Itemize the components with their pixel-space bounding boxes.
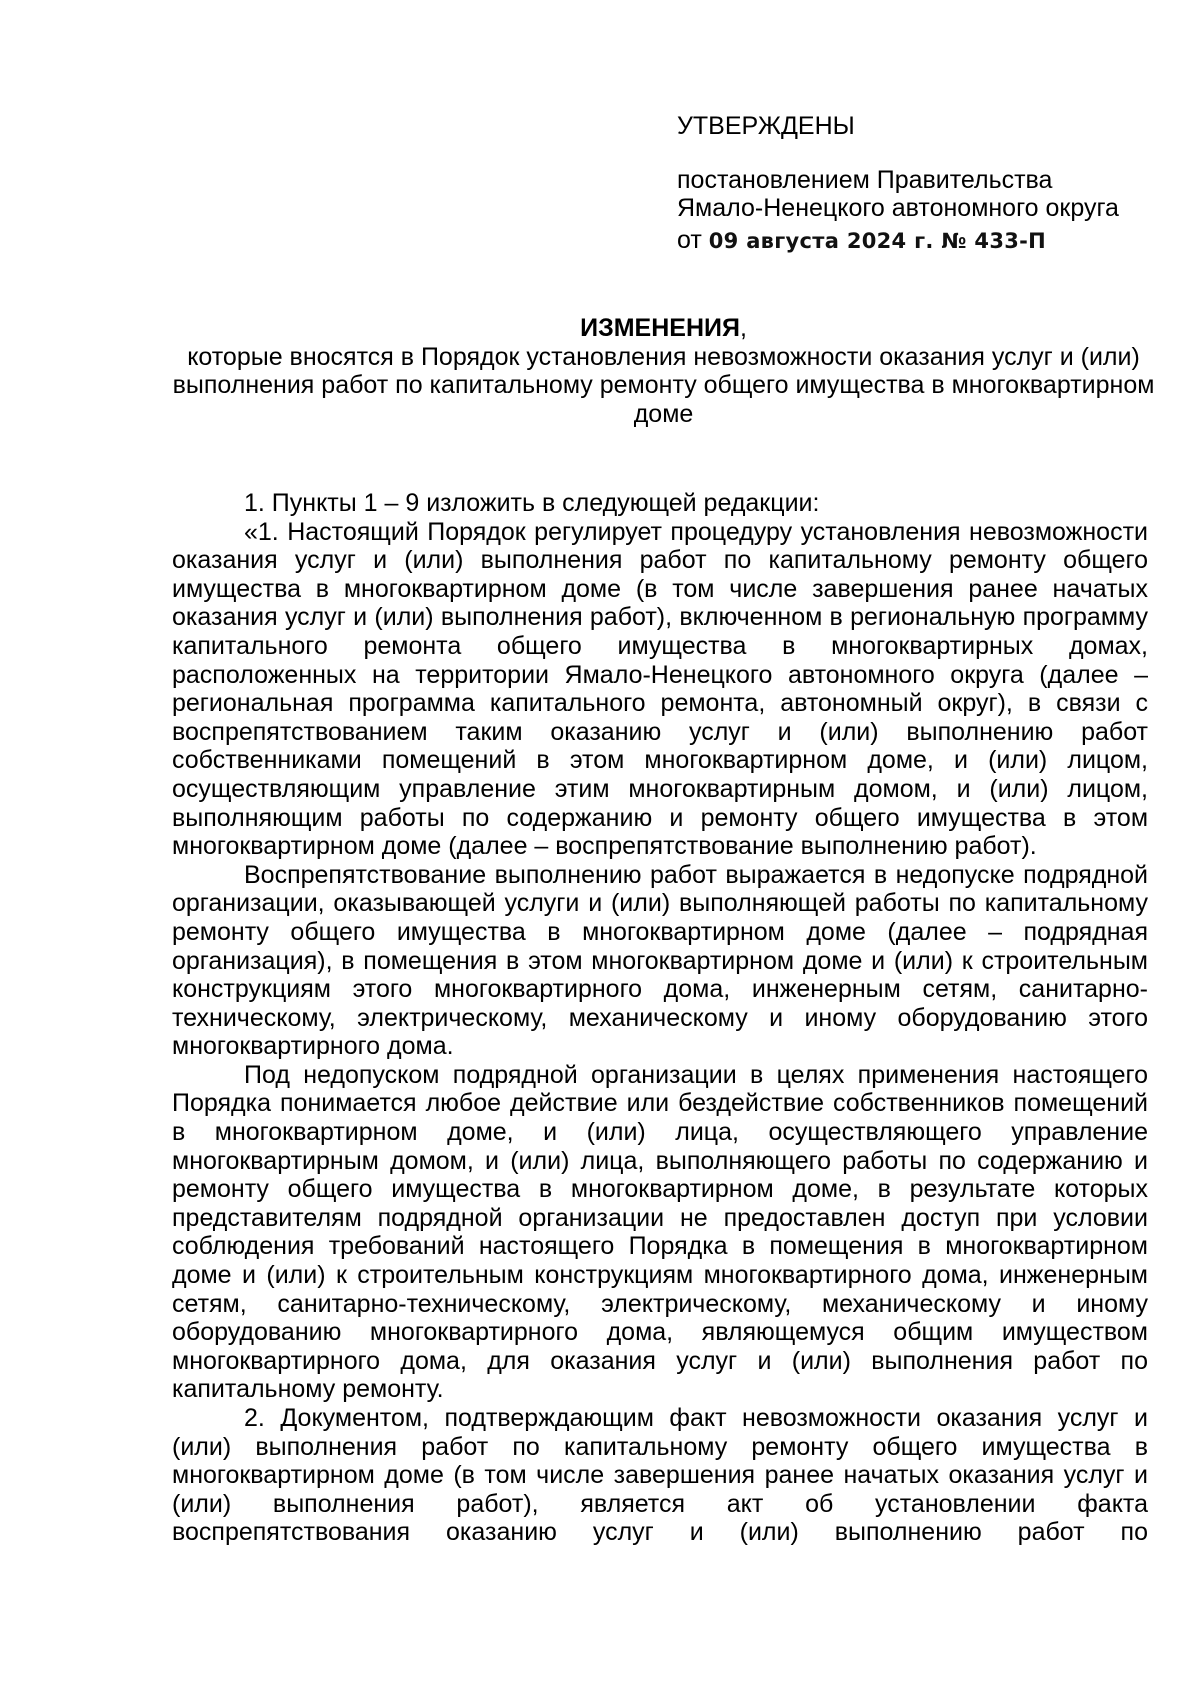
approval-date-prefix: от [677,226,702,254]
approval-line-2: Ямало-Ненецкого автономного округа [677,194,1119,222]
heading-title-suffix: , [739,314,747,342]
paragraph-2: «1. Настоящий Порядок регулирует процедуру установления невозможности оказания услуг и (или) выполнения работ по капитальному ремонту общего имущества в многоквартирном доме (в том числе завершения ранее начатых оказания услуг и (или) выполнения работ), включенном в региональную программу капитального ремонта общего имущества в многоквартирных домах, расположенных на территории Ямало-Ненецкого автономного округа (далее – региональная программа капитального ремонта, автономный округ), в связи с воспрепятствованием таким оказанию услуг и (или) выполнению работ собственниками помещений в этом многоквартирном доме, и (или) лицом, осуществляющим управление этим многоквартирным домом, и (или) лицом, выполняющим работы по содержанию и ремонту общего имущества в этом многоквартирном доме (далее – воспрепятствование выполнению работ). [172,517,1148,861]
paragraph-5: 2. Документом, подтверждающим факт невозможности оказания услуг и (или) выполнения работ по капитальному ремонту общего имущества в многоквартирном доме (в том числе завершения ранее начатых оказания услуг и (или) выполнения работ), является акт об установлении факта воспрепятствования оказанию услуг и (или) выполнению работ по [172,1404,1148,1547]
heading-title: ИЗМЕНЕНИЯ [580,314,740,342]
document-body [172,489,1148,1547]
approval-line-1: постановлением Правительства [677,166,1053,194]
approval-block [677,112,1157,280]
approval-heading: УТВЕРЖДЕНЫ [677,112,855,140]
paragraph-1: 1. Пункты 1 – 9 изложить в следующей редакции: [244,489,820,517]
paragraph-4: Под недопуском подрядной организации в целях применения настоящего Порядка понимается любое действие или бездействие собственников помещений в многоквартирном доме, и (или) лица, осуществляющего управление многоквартирным домом, и (или) лица, выполняющего работы по содержанию и ремонту общего имущества в многоквартирном доме, в результате которых представителям подрядной организации не предоставлен доступ при условии соблюдения требований настоящего Порядка в помещения в многоквартирном доме и (или) к строительным конструкциям многоквартирного дома, инженерным сетям, санитарно-техническому, электрическому, механическому и иному оборудованию многоквартирного дома, являющемуся общим имуществом многоквартирного дома, для оказания услуг и (или) выполнения работ по капитальному ремонту. [172,1060,1148,1404]
paragraph-3: Воспрепятствование выполнению работ выражается в недопуске подрядной организации, оказывающей услуги и (или) выполняющей работы по капитальному ремонту общего имущества в многоквартирном доме (далее – подрядная организация), в помещения в этом многоквартирном доме и (или) к строительным конструкциям этого многоквартирного дома, инженерным сетям, санитарно-техническому, электрическому, механическому и иному оборудованию этого многоквартирного дома. [172,860,1148,1061]
approval-date-line [677,226,1157,255]
heading-subtitle: которые вносятся в Порядок установления невозможности оказания услуг и (или) выполнения работ по капитальному ремонту общего имущества в многоквартирном доме [172,342,1155,428]
approval-date-stamp: 09 августа 2024 г. № 433-П [708,229,1047,253]
heading-title-line [172,314,1155,343]
document-heading [172,314,1155,428]
